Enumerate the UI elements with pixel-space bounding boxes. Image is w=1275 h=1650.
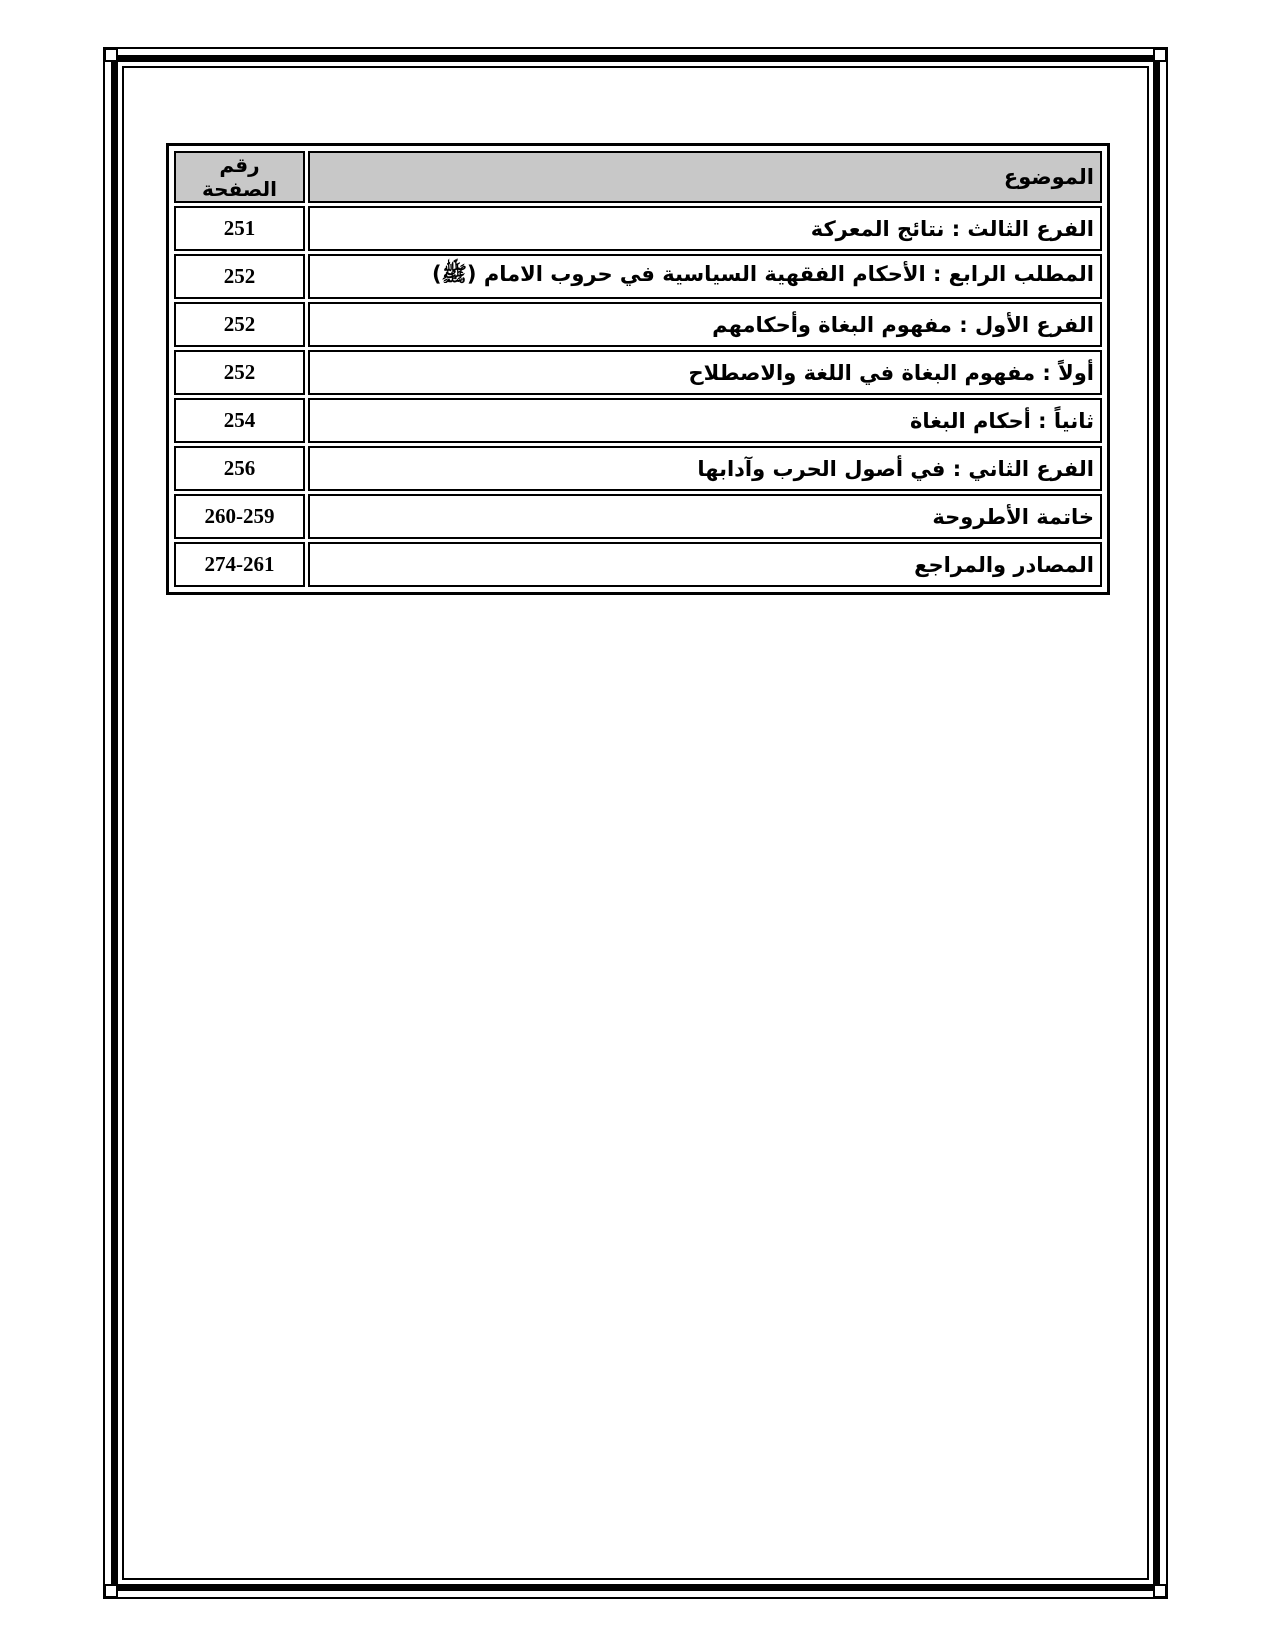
- toc-page-number: 252: [174, 254, 305, 299]
- toc-row: [174, 206, 1102, 251]
- toc-topic: الفرع الثالث : نتائج المعركة: [308, 206, 1102, 251]
- page-column-header: رقم الصفحة: [174, 151, 305, 203]
- toc-row: [174, 398, 1102, 443]
- toc-topic: الفرع الأول : مفهوم البغاة وأحكامهم: [308, 302, 1102, 347]
- toc-topic: الفرع الثاني : في أصول الحرب وآدابها: [308, 446, 1102, 491]
- toc-topic: المصادر والمراجع: [308, 542, 1102, 587]
- toc-row: [174, 302, 1102, 347]
- toc-page-number: 252: [174, 350, 305, 395]
- toc-page-number: 260-259: [174, 494, 305, 539]
- table-of-contents: [166, 143, 1110, 595]
- toc-header-row: [174, 151, 1102, 203]
- toc-row: [174, 254, 1102, 299]
- border-corner-top-right: [1153, 48, 1167, 62]
- border-corner-top-left: [104, 48, 118, 62]
- border-corner-bottom-left: [104, 1584, 118, 1598]
- toc-page-number: 254: [174, 398, 305, 443]
- toc-topic: أولاً : مفهوم البغاة في اللغة والاصطلاح: [308, 350, 1102, 395]
- toc-page-number: 256: [174, 446, 305, 491]
- toc-row: [174, 446, 1102, 491]
- toc-page-number: 252: [174, 302, 305, 347]
- toc-page-number: 274-261: [174, 542, 305, 587]
- toc-topic: المطلب الرابع : الأحكام الفقهية السياسية في حروب الامام (ﷺ): [308, 254, 1102, 299]
- topic-column-header: الموضوع: [308, 151, 1102, 203]
- border-corner-bottom-right: [1153, 1584, 1167, 1598]
- toc-row: [174, 542, 1102, 587]
- toc-table: [171, 148, 1105, 590]
- toc-topic: ثانياً : أحكام البغاة: [308, 398, 1102, 443]
- toc-row: [174, 350, 1102, 395]
- toc-row: [174, 494, 1102, 539]
- toc-page-number: 251: [174, 206, 305, 251]
- toc-topic: خاتمة الأطروحة: [308, 494, 1102, 539]
